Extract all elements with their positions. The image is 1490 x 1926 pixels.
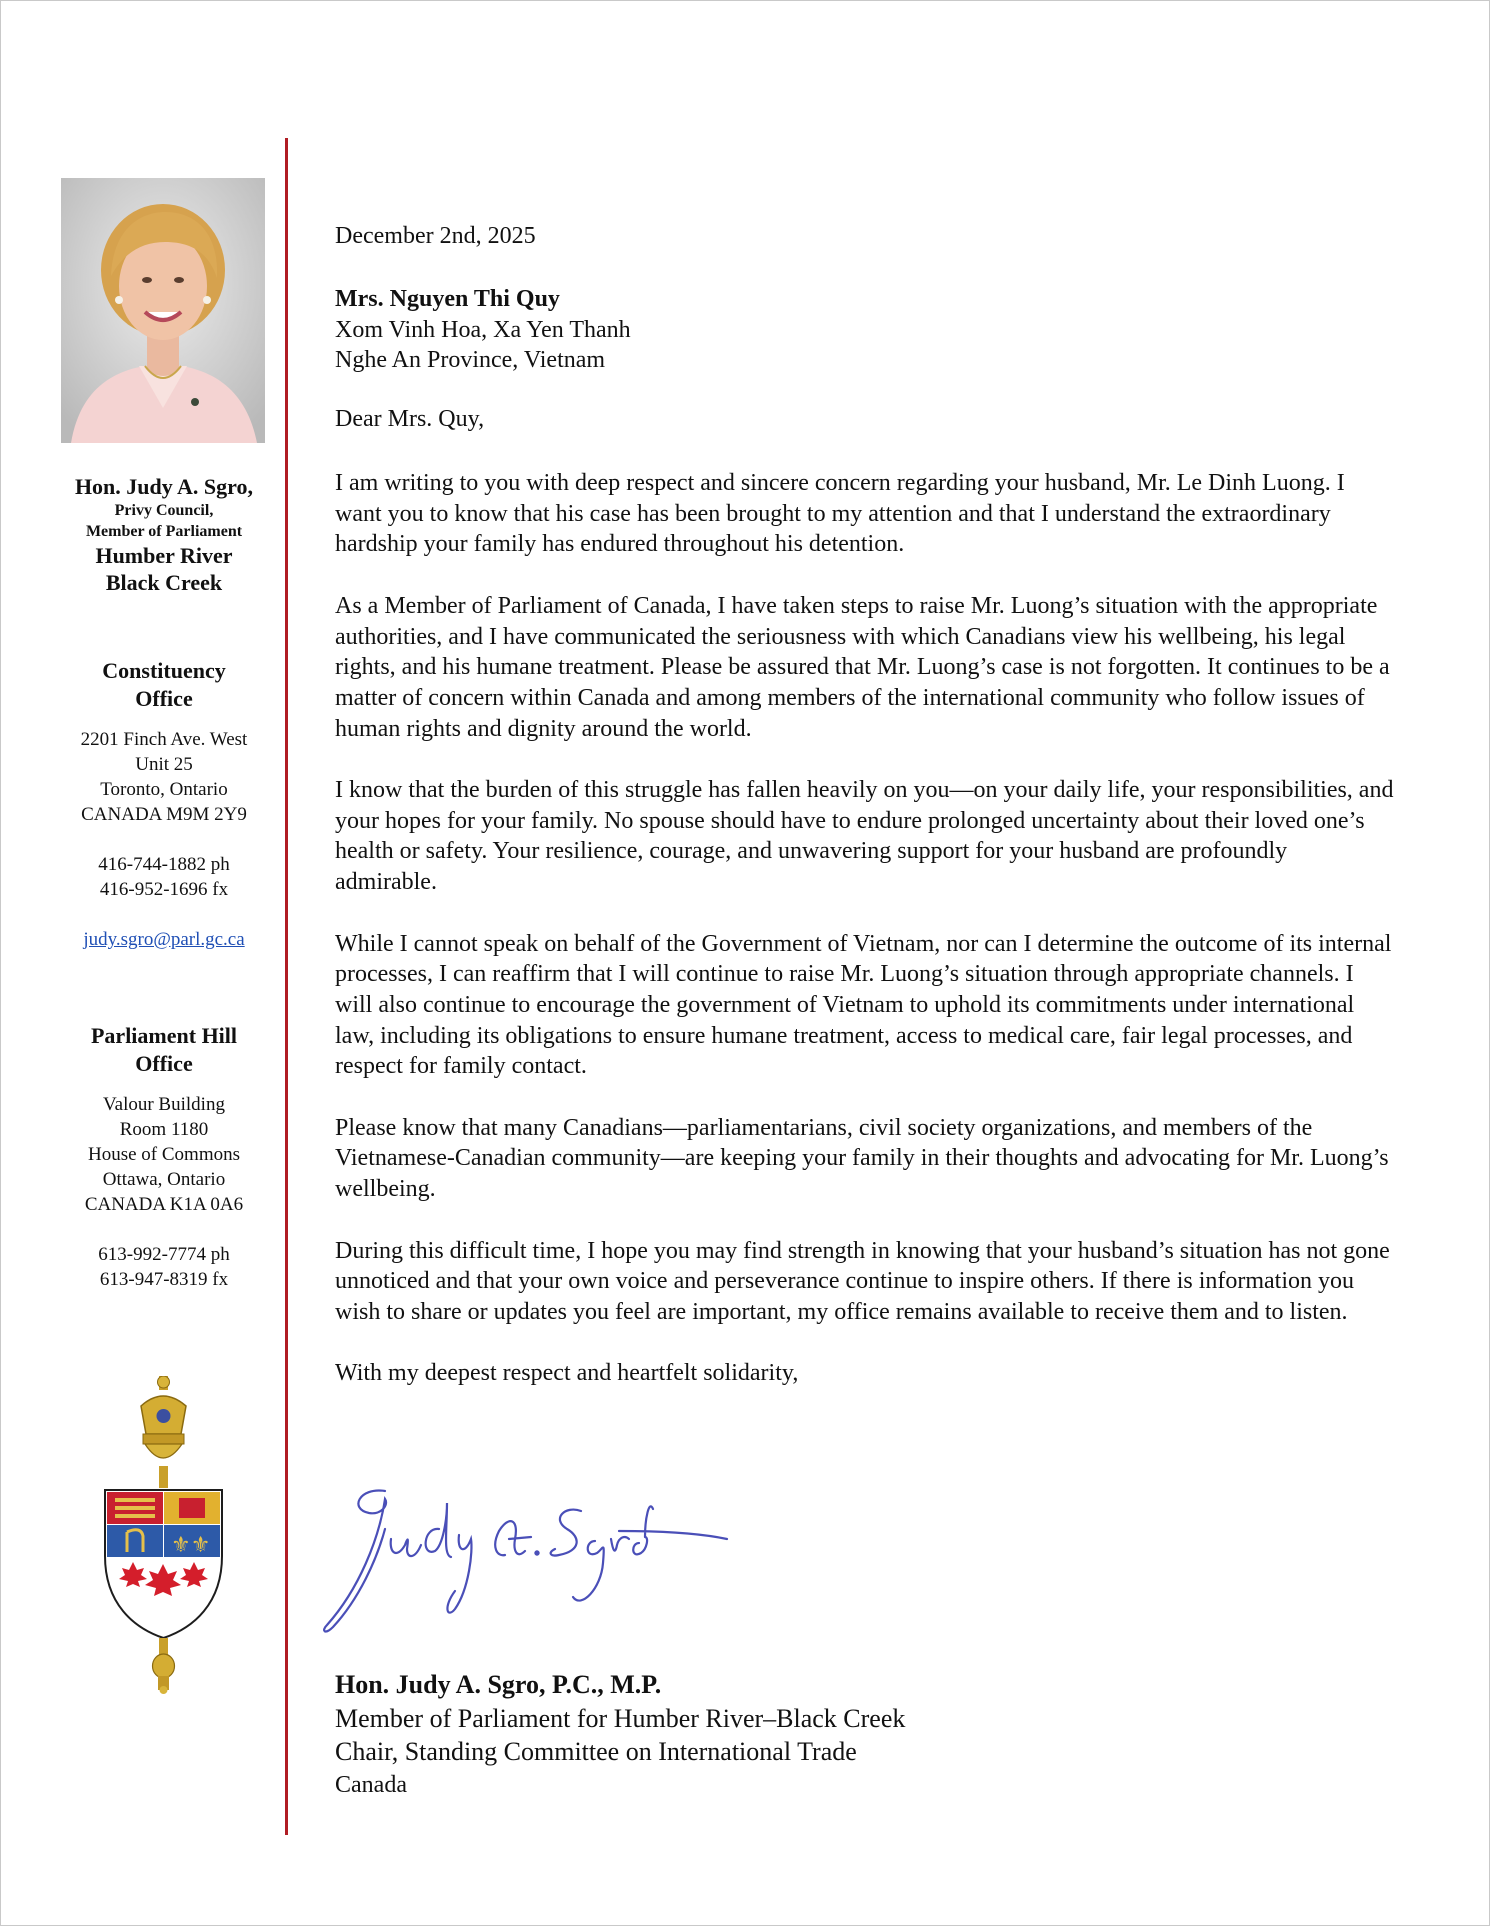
- paragraph: I know that the burden of this struggle has fallen heavily on you—on your daily life, your responsibilities, and your hopes for your family. No spouse should have to endure prolonged uncertainty about their loved one’s health or safety. Your resilience, courage, and unwavering support for your husband are profoundly admirable.: [335, 777, 1394, 896]
- signer-title-2: Chair, Standing Committee on International Trade: [335, 1737, 857, 1766]
- mp-name: Hon. Judy A. Sgro,: [74, 474, 254, 499]
- recipient-address-2: Nghe An Province, Vietnam: [335, 347, 606, 374]
- letter-body: [335, 468, 1395, 1420]
- parliament-heading-2: Office: [135, 1051, 193, 1076]
- letter-date: December 2nd, 2025: [335, 223, 536, 249]
- greeting: Dear Mrs. Quy,: [335, 406, 485, 432]
- constituency-heading-1: Constituency: [102, 658, 226, 683]
- signer-country: Canada: [335, 1771, 407, 1798]
- privy-council: Privy Council,: [114, 502, 214, 519]
- paragraph: While I cannot speak on behalf of the Government of Vietnam, nor can I determine the outcome of its internal processes, I can reaffirm that I will continue to raise Mr. Luong’s situation through appropriate channels. I will also continue to encourage the government of Vietnam to uphold its commitments under international law, including its obligations to ensure humane treatment, access to medical care, fair legal processes, and respect for family contact.: [335, 930, 1392, 1080]
- constituency-phone: 416-744-1882 ph: [98, 854, 230, 875]
- parliament-office: [49, 1022, 279, 1292]
- parliament-phone: 613-992-7774 ph: [98, 1244, 230, 1265]
- portrait-photo: [61, 178, 265, 443]
- riding-line-2: Black Creek: [105, 570, 223, 595]
- constituency-fax: 416-952-1696 fx: [99, 879, 229, 900]
- signer-name: Hon. Judy A. Sgro, P.C., M.P.: [335, 1670, 662, 1699]
- house-of-commons-crest-icon: [101, 1376, 226, 1694]
- constituency-address-2: Unit 25: [135, 754, 193, 775]
- divider-rule: [285, 138, 288, 1835]
- paragraph: Please know that many Canadians—parliamentarians, civil society organizations, and members of the Vietnamese-Canadian community—are keeping your family in their thoughts and advocating for Mr. Luong’s wellbeing.: [335, 1114, 1389, 1203]
- recipient-name: Mrs. Nguyen Thi Quy: [335, 286, 560, 312]
- paragraph: During this difficult time, I hope you may find strength in knowing that your husband’s situation has not gone unnoticed and that your own voice and perseverance continue to inspire others. If there is information you wish to share or updates you feel are important, my office remains available to receive them and to listen.: [335, 1237, 1390, 1325]
- riding-line-1: Humber River: [95, 543, 233, 568]
- constituency-address-1: 2201 Finch Ave. West: [80, 729, 248, 750]
- svg-text:⚜⚜: ⚜⚜: [171, 1533, 211, 1558]
- parliament-address-5: CANADA K1A 0A6: [84, 1194, 244, 1215]
- handwritten-signature: [319, 1479, 739, 1639]
- recipient-block: [335, 284, 631, 376]
- member-of-parliament: Member of Parliament: [85, 523, 243, 540]
- sidebar-name-block: [49, 473, 279, 596]
- parliament-fax: 613-947-8319 fx: [99, 1269, 229, 1290]
- parliament-address-3: House of Commons: [88, 1144, 240, 1165]
- constituency-address-3: Toronto, Ontario: [100, 779, 228, 800]
- constituency-heading-2: Office: [135, 686, 193, 711]
- signer-title-1: Member of Parliament for Humber River–Black Creek: [335, 1703, 906, 1733]
- parliament-address-2: Room 1180: [119, 1119, 209, 1140]
- signature-block: [335, 1668, 905, 1802]
- paragraph: I am writing to you with deep respect and sincere concern regarding your husband, Mr. Le Dinh Luong. I want you to know that his case has been brought to my attention and that I understand the extraordinary hardship your family has endured throughout his detention.: [335, 470, 1345, 558]
- constituency-address-4: CANADA M9M 2Y9: [81, 804, 247, 825]
- paragraph: As a Member of Parliament of Canada, I have taken steps to raise Mr. Luong’s situation with the appropriate authorities, and I have communicated the seriousness with which Canadians view his wellbeing, his legal rights, and his humane treatment. Please be assured that Mr. Luong’s case is not forgotten. It continues to be a matter of concern within Canada and among members of the international community who follow issues of human rights and dignity around the world.: [335, 592, 1390, 742]
- parliament-address-4: Ottawa, Ontario: [102, 1169, 226, 1190]
- parliament-address-1: Valour Building: [103, 1094, 225, 1115]
- constituency-office: [49, 657, 279, 952]
- email-link[interactable]: judy.sgro@parl.gc.ca: [83, 929, 245, 950]
- recipient-address-1: Xom Vinh Hoa, Xa Yen Thanh: [335, 316, 631, 343]
- parliament-heading-1: Parliament Hill: [90, 1023, 238, 1048]
- closing: With my deepest respect and heartfelt solidarity,: [335, 1360, 799, 1387]
